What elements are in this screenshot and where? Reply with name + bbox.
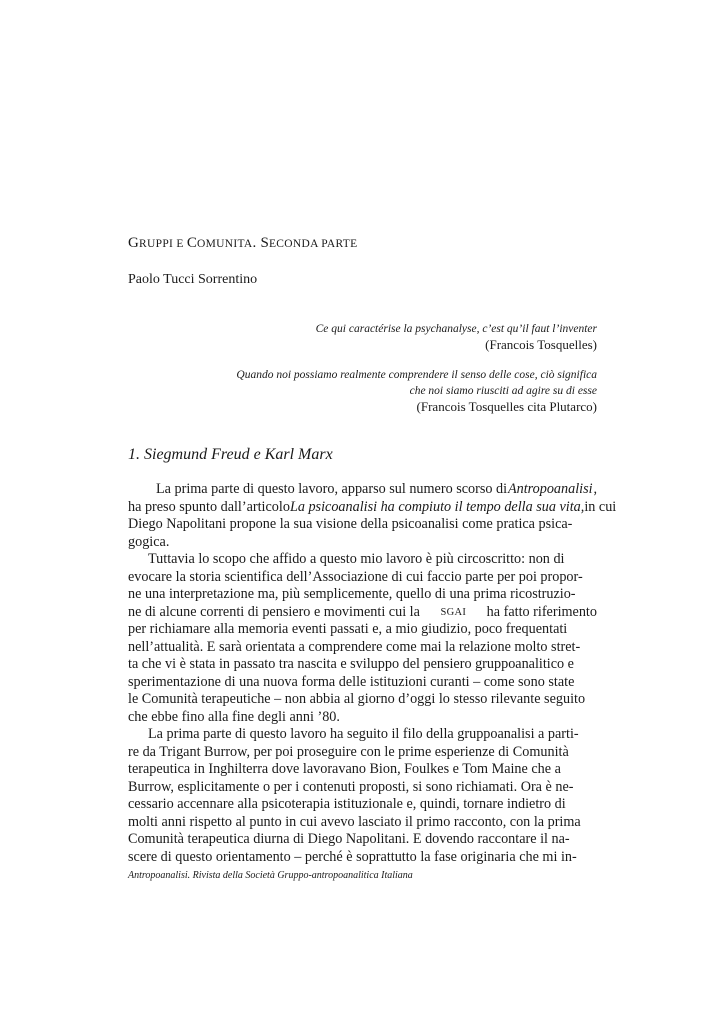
body-line: per richiamare alla memoria eventi passati e, a mio giudizio, poco frequentati <box>128 621 568 637</box>
epigraph-2 <box>236 367 597 415</box>
text-run: ne di alcune correnti di pensiero e movimenti cui la <box>128 603 420 620</box>
running-footer: Antropoanalisi. Rivista della Società Gruppo-antropoanalitica Italiana <box>128 870 413 881</box>
body-line: che ebbe fino alla fine degli anni ’80. <box>128 708 340 725</box>
body-line: ta che vi è stata in passato tra nascita e sviluppo del pensiero gruppoanalitico e <box>128 656 574 672</box>
body-line: re da Trigant Burrow, per poi proseguire con le prime esperienze di Comunità <box>128 743 569 760</box>
epigraph-2-quote-line-2: che noi siamo riusciti ad agire su di esse <box>409 385 597 397</box>
epigraph-1-attribution: (Francois Tosquelles) <box>485 337 597 352</box>
title-part-econda-parte: ECONDA PARTE <box>268 238 358 250</box>
journal-name: Antropoanalisi <box>507 481 593 497</box>
section-heading: 1. Siegmund Freud e Karl Marx <box>128 446 333 463</box>
body-line: Comunità terapeutica diurna di Diego Napolitani. E dovendo raccontare il na- <box>128 831 570 847</box>
body-line: gogica. <box>128 533 170 550</box>
text-run: in cui <box>584 498 617 515</box>
epigraph-1-quote: Ce qui caractérise la psychanalyse, c’est qu’il faut l’inventer <box>315 323 597 335</box>
body-line: le Comunità terapeutiche – non abbia al giorno d’oggi lo stesso rilevante seguito <box>128 691 586 707</box>
article-reference: La psicoanalisi ha compiuto il tempo della sua vita, <box>289 498 585 515</box>
text-run: , <box>593 481 597 497</box>
text-run: ha preso spunto dall’articolo <box>128 498 290 515</box>
epigraph-2-attribution: (Francois Tosquelles cita Plutarco) <box>416 399 597 414</box>
body-line: Tuttavia lo scopo che affido a questo mio lavoro è più circoscritto: non di <box>148 551 565 567</box>
title-part-ruppi-e: RUPPI E <box>139 238 187 250</box>
title-initial-c: C <box>186 235 198 251</box>
text-run: ha fatto riferimento <box>486 603 597 620</box>
epigraph-2-quote-line-1: Quando noi possiamo realmente comprendere il senso delle cose, ciò significa <box>236 369 597 381</box>
title-initial-g: G <box>128 235 140 251</box>
body-line: terapeutica in Inghilterra dove lavoravano Bion, Foulkes e Tom Maine che a <box>128 761 561 777</box>
body-line: Diego Napolitani propone la sua visione della psicoanalisi come pratica psica- <box>128 516 573 532</box>
body-line: scere di questo orientamento – perché è soprattutto la fase originaria che mi in- <box>128 848 577 865</box>
body-line <box>128 481 597 499</box>
body-line: cessario accennare alla psicoterapia istituzionale e, quindi, tornare indietro di <box>128 796 566 812</box>
text-run: La prima parte di questo lavoro, apparso sul numero scorso di <box>156 481 508 497</box>
body-line: evocare la storia scientifica dell’Associazione di cui faccio parte per poi propor- <box>128 568 583 585</box>
title-dot: . <box>252 235 261 251</box>
body-line: sperimentazione di una nuova forma delle istituzioni curanti – come sono state <box>128 673 575 690</box>
body-line: nell’attualità. E sarà orientata a comprendere come mai la relazione molto stret- <box>128 638 581 655</box>
article-title <box>128 235 357 252</box>
title-initial-s: S <box>260 235 269 251</box>
body-line: Burrow, esplicitamente o per i contenuti proposti, si sono richiamati. Ora è ne- <box>128 778 574 795</box>
epigraph-1 <box>316 321 597 353</box>
body-line: molti anni rispetto al punto in cui avevo lasciato il primo racconto, con la prima <box>128 813 581 830</box>
author-name: Paolo Tucci Sorrentino <box>128 272 258 287</box>
body-line <box>128 498 617 517</box>
body-line: La prima parte di questo lavoro ha seguito il filo della gruppoanalisi a parti- <box>148 726 579 742</box>
body-text <box>128 481 617 866</box>
title-part-omunita: OMUNITA <box>197 238 253 250</box>
body-line <box>128 604 597 622</box>
body-line: ne una interpretazione ma, più semplicemente, quello di una prima ricostruzio- <box>128 586 576 602</box>
acronym-sgai: SGAI <box>440 606 467 618</box>
